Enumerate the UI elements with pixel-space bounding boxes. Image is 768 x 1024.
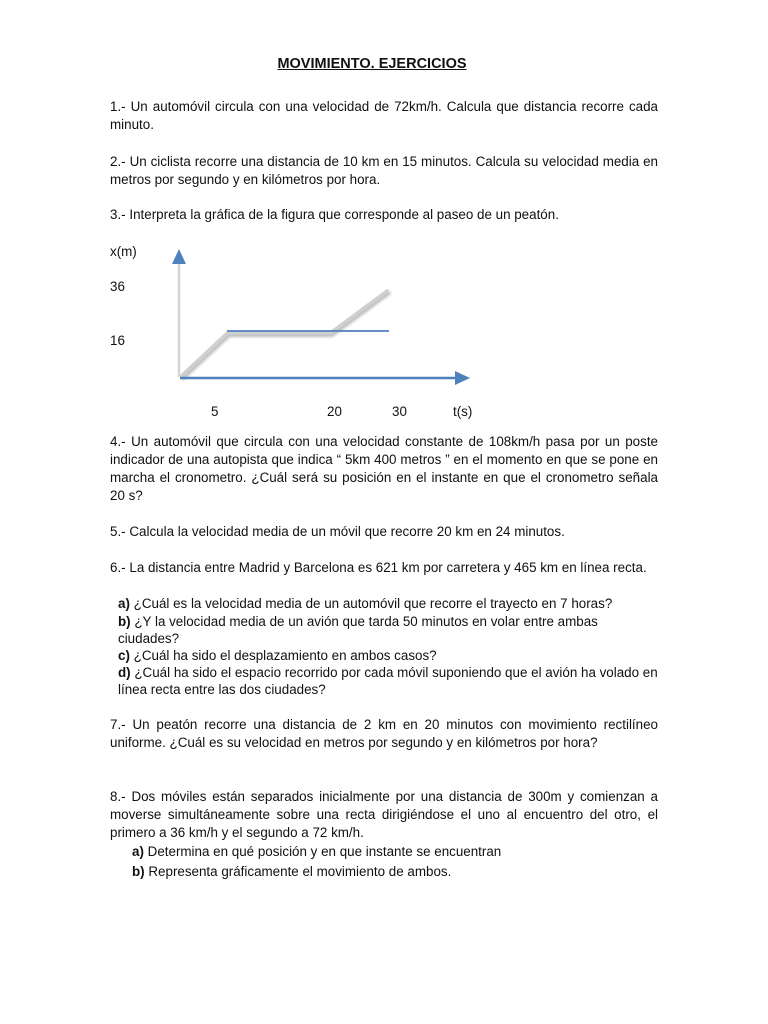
item-letter: d) — [118, 665, 131, 680]
x-axis-label: t(s) — [453, 404, 473, 419]
item-text: ¿Cuál es la velocidad media de un automóvil que recorre el trayecto en 7 horas? — [133, 596, 613, 611]
exercise-1-number: 1.- — [110, 99, 126, 114]
item-text: Determina en qué posición y en que instante se encuentran — [147, 844, 502, 859]
item-text: Representa gráficamente el movimiento de ambos. — [148, 864, 452, 879]
position-time-graph — [0, 0, 768, 430]
exercise-7 — [110, 716, 658, 752]
x-tick-label: 5 — [211, 404, 219, 419]
exercise-6-number: 6.- — [110, 560, 126, 575]
exercise-4-text: Un automóvil que circula con una velocidad constante de 108km/h pasa por un poste indicador de una autopista que indica “ 5km 400 metros ” en el momento en que se pone en marcha el cronometro. ¿Cuál será su posición en el instante en que el cronometro señala 20 s? — [110, 434, 658, 503]
x-tick-label: 20 — [327, 404, 342, 419]
item-letter: a) — [118, 596, 130, 611]
item-text: ¿Cuál ha sido el espacio recorrido por cada móvil suponiendo que el avión ha volado en línea recta entre las dos ciudades? — [118, 665, 658, 697]
exercise-6-item-a — [118, 595, 658, 612]
item-text: ¿Y la velocidad media de un avión que tarda 50 minutos en volar entre ambas ciudades? — [118, 614, 598, 646]
exercise-4 — [110, 433, 658, 505]
page-title: MOVIMIENTO. EJERCICIOS — [277, 56, 467, 72]
y-tick-label: 36 — [110, 279, 125, 294]
exercise-8-item-a — [132, 843, 672, 860]
exercise-5 — [110, 523, 658, 541]
y-axis-arrow-icon — [172, 249, 186, 264]
y-axis-label: x(m) — [110, 244, 137, 259]
exercise-8-item-b — [132, 863, 672, 880]
exercise-2-text: Un ciclista recorre una distancia de 10 km en 15 minutos. Calcula su velocidad media en metros por segundo y en kilómetros por hora. — [110, 154, 658, 187]
exercise-6-item-d — [118, 664, 658, 698]
exercise-8 — [110, 788, 658, 842]
exercise-6-item-c — [118, 647, 658, 664]
x-axis-arrow-icon — [455, 371, 470, 385]
exercise-1-text: Un automóvil circula con una velocidad de 72km/h. Calcula que distancia recorre cada minuto. — [110, 99, 658, 132]
item-letter: c) — [118, 648, 130, 663]
x-tick-label: 30 — [392, 404, 407, 419]
graph-line-shadow — [182, 292, 390, 379]
exercise-6-item-b — [118, 613, 658, 647]
y-tick-label: 16 — [110, 333, 125, 348]
item-text: ¿Cuál ha sido el desplazamiento en ambos casos? — [133, 648, 437, 663]
exercise-8-text: Dos móviles están separados inicialmente por una distancia de 300m y comienzan a moverse simultáneamente sobre una recta dirigiéndose el uno al encuentro del otro, el primero a 36 km/h y el segundo a 72 km/h. — [110, 789, 658, 840]
exercise-4-number: 4.- — [110, 434, 126, 449]
exercise-2-number: 2.- — [110, 154, 126, 169]
item-letter: a) — [132, 844, 144, 859]
exercise-6 — [110, 559, 658, 577]
exercise-7-number: 7.- — [110, 717, 126, 732]
item-letter: b) — [118, 614, 131, 629]
item-letter: b) — [132, 864, 145, 879]
exercise-6-text: La distancia entre Madrid y Barcelona es 621 km por carretera y 465 km en línea recta. — [129, 560, 647, 575]
exercise-5-number: 5.- — [110, 524, 126, 539]
exercise-3-number: 3.- — [110, 207, 126, 222]
exercise-8-number: 8.- — [110, 789, 126, 804]
exercise-5-text: Calcula la velocidad media de un móvil que recorre 20 km en 24 minutos. — [129, 524, 565, 539]
graph-gray-line — [180, 290, 388, 377]
exercise-7-text: Un peatón recorre una distancia de 2 km en 20 minutos con movimiento rectilíneo uniforme. ¿Cuál es su velocidad en metros por segundo y en kilómetros por hora? — [110, 717, 658, 750]
exercise-3-text: Interpreta la gráfica de la figura que corresponde al paseo de un peatón. — [129, 207, 559, 222]
